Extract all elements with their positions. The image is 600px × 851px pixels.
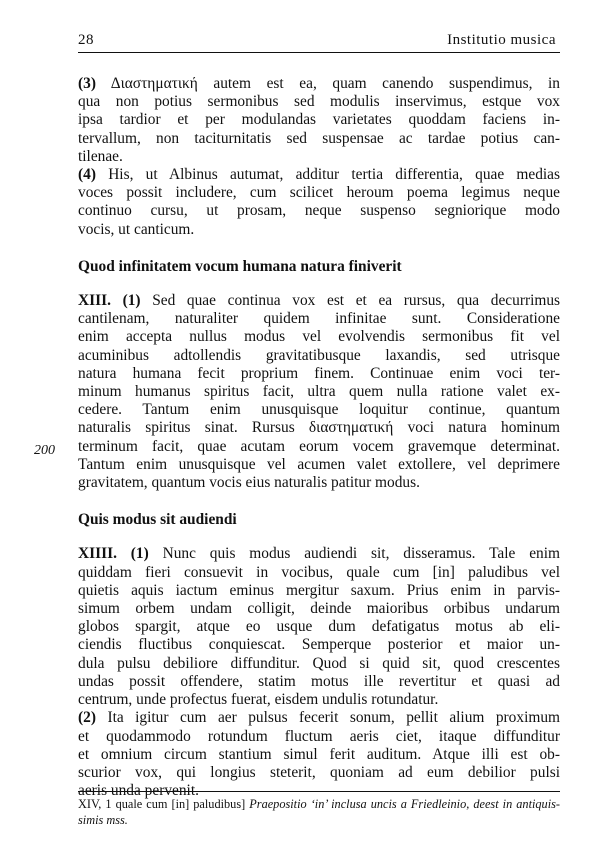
section-heading: Quis modus sit audiendi xyxy=(78,511,237,529)
text-line: terminum facit, quae acutam eorum vocem gravemque determinat. xyxy=(78,437,560,455)
text-line: qua non potius sermonibus sed modulis inservimus, estque vox xyxy=(78,93,560,111)
section-heading: Quod infinitatem vocum humana natura finiverit xyxy=(78,257,402,275)
text-line: Tantum enim unusquisque vel acumen valet extollere, vel deprimere xyxy=(78,455,560,473)
text-line: tilenae. xyxy=(78,147,123,165)
text-line: quiddam fieri consuevit in vocibus, quale cum [in] paludibus vel xyxy=(78,563,560,581)
text-line: (3) Διαστηματική autem est ea, quam canendo suspendimus, in xyxy=(78,75,560,92)
text-line: voces possit includere, cum scilicet heroum poema legimus neque xyxy=(78,184,560,202)
text-line: tervallum, non taciturnitatis sed suspensae ac tardae potius can- xyxy=(78,129,560,147)
paragraph-marker: (4) xyxy=(78,166,96,184)
chapter-marker: XIIII. (1) xyxy=(78,545,149,563)
text-line: acuminibus adtollendis gravitatibusque laxandis, sed utrisque xyxy=(78,346,560,364)
margin-line-number: 200 xyxy=(34,443,55,458)
text-line: minum humanus spiritus facit, ultra quem nulla ratione valet ex- xyxy=(78,383,560,401)
footnote-line xyxy=(78,797,560,813)
text-line: et quodammodo rotundum fluctum aeris ciet, itaque diffunditur xyxy=(78,727,560,745)
running-title: Institutio musica xyxy=(447,32,556,48)
text-line: aeris unda pervenit. xyxy=(78,782,199,800)
text-line: (4) His, ut Albinus autumat, additur tertia differentia, quae medias xyxy=(78,166,560,184)
paragraph-marker: (2) xyxy=(78,709,96,727)
text-line: (2) Ita igitur cum aer pulsus fecerit sonum, pellit alium proximum xyxy=(78,709,560,727)
paragraph-marker: (3) xyxy=(78,75,96,92)
text-line: centrum, unde profectus fuerat, eisdem undulis rotundatur. xyxy=(78,691,439,709)
page-number: 28 xyxy=(78,32,94,48)
text-line: undas possit offendere, statim motus ille revertitur et quasi ad xyxy=(78,672,560,690)
text-line: quietis aquis iactum eminus mergitur saxum. Prius enim in parvis- xyxy=(78,581,560,599)
footnote-rule xyxy=(78,791,560,792)
text-line: gravitatem, quantum vocis eius naturalis patitur modus. xyxy=(78,474,420,492)
footnote xyxy=(78,797,560,828)
text-line: simum orbem undam colligit, deinde maioribus orbibus undarum xyxy=(78,600,560,618)
main-text xyxy=(78,75,560,800)
text-line: naturalis spiritus sinat. Rursus διαστηματική voci natura hominum xyxy=(78,419,560,437)
footnote-ref: XIV, 1 quale cum [in] paludibus] xyxy=(78,797,246,811)
text-line: vocis, ut canticum. xyxy=(78,220,195,238)
text-line: et omnium circum stantium simul ferit auditum. Atque illi est ob- xyxy=(78,745,560,763)
text-line: continuo cursu, ut prosam, neque suspenso segniorique modo xyxy=(78,202,560,220)
chapter-marker: XIII. (1) xyxy=(78,292,141,310)
text-line: XIIII. (1) Nunc quis modus audiendi sit, disseramus. Tale enim xyxy=(78,545,561,563)
text-line: globos spargit, atque eo usque dum defatigatus motus ab eli- xyxy=(78,618,560,636)
text-line: ciendis fluctibus conquiescat. Semperque posterior et maior un- xyxy=(78,636,560,654)
text-line: cantilenam, naturaliter quidem infinitae sunt. Consideratione xyxy=(78,310,560,328)
running-header xyxy=(78,30,560,50)
footnote-text: Praepositio ‘in’ inclusa uncis a Friedleinio, deest in antiquis- xyxy=(249,797,560,811)
text-line: scurior vox, qui longius steterit, quoniam ad eum debilior pulsi xyxy=(78,763,560,781)
text-line: XIII. (1) Sed quae continua vox est et ea rursus, qua decurrimus xyxy=(78,292,560,310)
footnote-line: simis mss. xyxy=(78,812,128,827)
header-rule xyxy=(78,52,560,53)
text-line: cedere. Tantum enim unusquisque loquitur continue, quantum xyxy=(78,401,560,419)
text-line: dula pulsu debiliore diffunditur. Quod si quid sit, quod crescentes xyxy=(78,654,560,672)
text-line: ipsa tardior et per modulandas varietates quoddam faciens in- xyxy=(78,111,560,129)
text-line: natura humana fecit proprium finem. Continuae enim voci ter- xyxy=(78,364,560,382)
text-line: enim accepta nullus modus vel evolvendis sermonibus fit vel xyxy=(78,328,560,346)
